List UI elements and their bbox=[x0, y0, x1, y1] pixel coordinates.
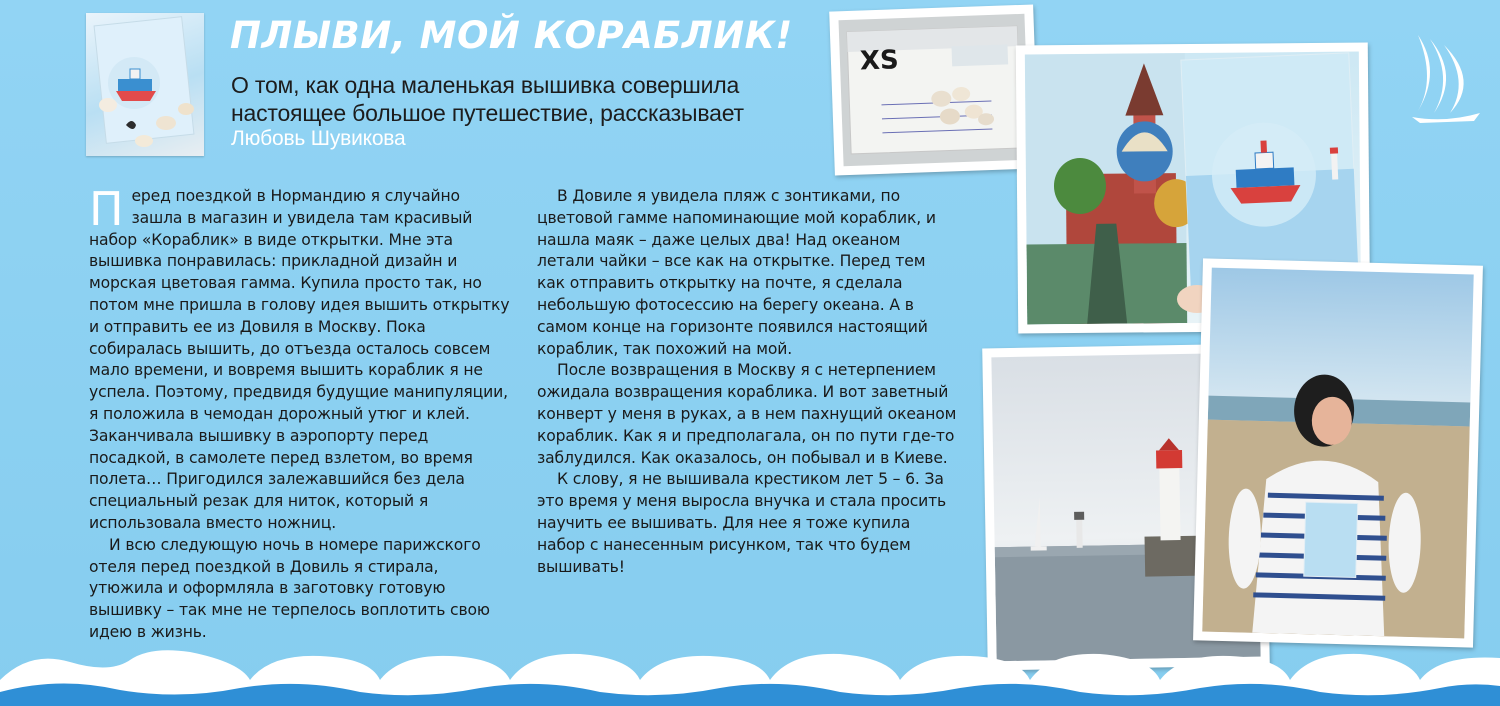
article-author: Любовь Шувикова bbox=[231, 127, 406, 150]
paragraph: После возвращения в Москву я с нетерпением ожидала возвращения кораблика. И вот заветный конверт у меня в руках, а в нем пахнущий океаном кораблик. Как я и предполагала, он по пути где-то заблудился. Как оказалось, он побывал и в Киеве. bbox=[537, 361, 957, 467]
paragraph bbox=[89, 182, 511, 535]
paragraph: В Довиле я увидела пляж с зонтиками, по цветовой гамме напоминающие мой кораблик, и нашла маяк – даже целых два! Над океаном летали чайки – все как на открытке. Перед тем как отправить открытку на почте, я сделала небольшую фотосессию на берегу океана. А в самом конце на горизонте появился настоящий кораблик, так похожий на мой. bbox=[537, 187, 936, 358]
paragraph-text: еред поездкой в Нормандию я случайно зашла в магазин и увидела там красивый набор «Кораблик» в виде открытки. Мне эта вышивка понравилась: прикладной дизайн и морская цветовая гамма. Купила просто так, но потом мне пришла в голову идея вышить открытку и отправить ее из Довиля в Москву. Пока собиралась вышить, до отъезда осталось совсем мало времени, и вовремя вышить кораблик я не успела. Поэтому, предвидя будущие манипуляции, я положила в чемодан дорожный утюг и клей. Заканчивала вышивку в аэропорту перед посадкой, в самолете перед взлетом, во время полета… Пригодился залежавшийся без дела специальный резак для ниток, который я использовала вместо ножниц. bbox=[89, 187, 510, 532]
paragraph: И всю следующую ночь в номере парижского отеля перед поездкой в Довиль я стирала, утюжила и оформляла в заготовку готовую вышивку – так мне не терпелось воплотить свою идею в жизнь. bbox=[89, 535, 490, 641]
envelope-photo bbox=[829, 4, 1039, 175]
dropcap: П bbox=[89, 182, 124, 236]
decorative-waves bbox=[0, 640, 1500, 706]
article-subtitle: О том, как одна маленькая вышивка совершила настоящее большое путешествие, рассказывает bbox=[231, 72, 744, 126]
text-column-1 bbox=[89, 182, 511, 644]
paragraph: К слову, я не вышивала крестиком лет 5 – 6. За это время у меня выросла внучка и стала просить научить ее вышивать. Для нее я тоже купила набор с нанесенным рисунком, так что будем вышивать! bbox=[537, 470, 947, 576]
article-title: ПЛЫВИ, МОЙ КОРАБЛИК! bbox=[230, 14, 793, 57]
text-column-2 bbox=[537, 186, 957, 578]
sailboat-icon bbox=[1408, 31, 1484, 123]
woman-beach-photo bbox=[1193, 258, 1483, 647]
envelope-brand: XS bbox=[859, 45, 900, 77]
postcard-thumbnail-photo bbox=[86, 13, 204, 156]
